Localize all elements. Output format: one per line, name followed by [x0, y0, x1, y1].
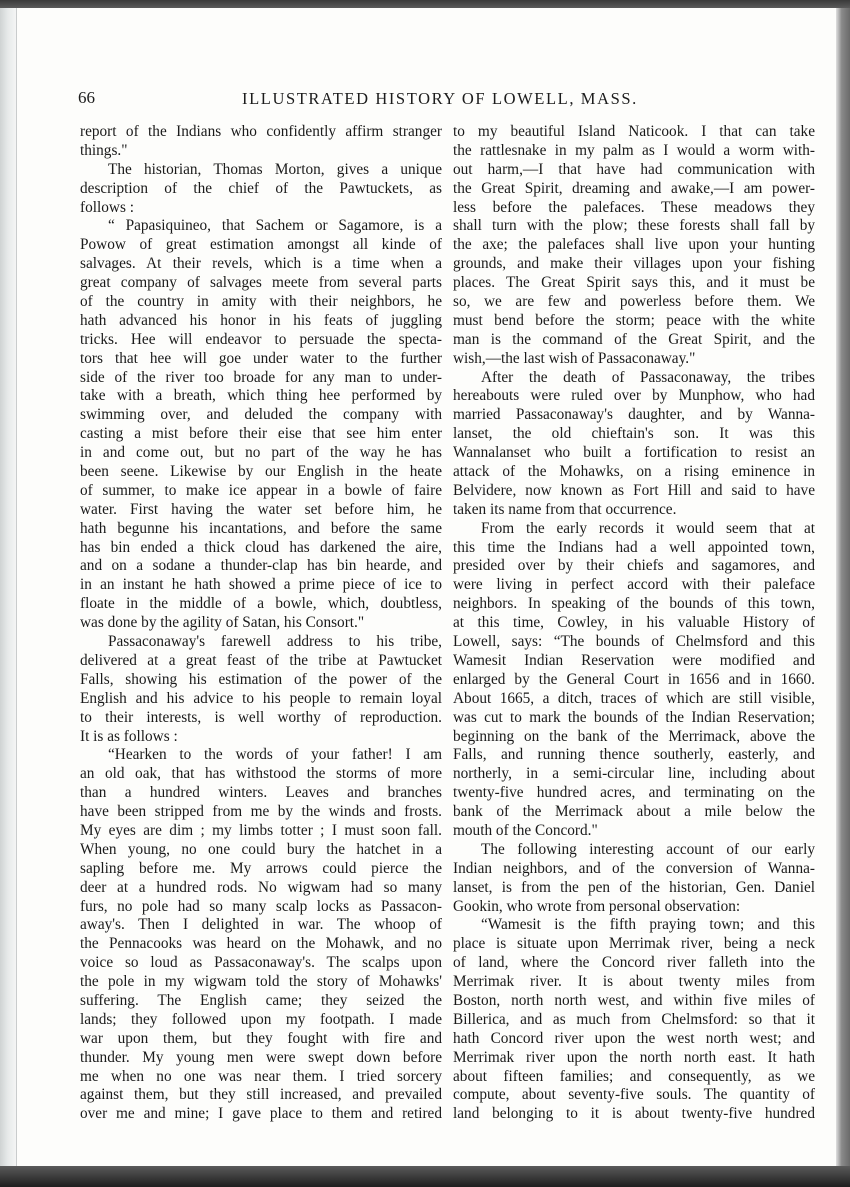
text-line: From the early records it would seem that at: [481, 519, 815, 537]
text-line: Belvidere, now known as Fort Hill and said to have: [453, 481, 815, 499]
text-line: Billerica, and as much from Chelmsford: so that it: [453, 1010, 815, 1028]
text-line: the Pennacooks was heard on the Mohawk, and no: [80, 935, 442, 953]
text-line: side of the river too broade for any man to under-: [80, 368, 442, 386]
text-line: Powow of great estimation amongst all kinde of: [80, 236, 442, 254]
text-line: salvages. At their revels, which is a time when a: [80, 255, 442, 273]
text-line: taken its name from that occurrence.: [453, 500, 677, 518]
text-line: take with a breath, which thing hee performed by: [80, 387, 442, 405]
text-line: lanset, is from the pen of the historian, Gen. Daniel: [453, 878, 815, 896]
text-line: the axe; the palefaces shall live upon your hunting: [453, 236, 815, 254]
text-line: the rattlesnake in my palm as I would a worm with-: [453, 141, 815, 159]
running-header: [78, 88, 656, 110]
text-line: in and come out, but no part of the way he has: [80, 444, 442, 462]
text-line: was cut to mark the bounds of the Indian Reservation;: [453, 708, 815, 726]
text-line: It is as follows :: [80, 727, 178, 745]
text-line: thunder. My young men were swept down before: [80, 1048, 442, 1066]
text-line: About 1665, a ditch, traces of which are still visible,: [453, 689, 815, 707]
text-line: away's. Then I delighted in war. The whoop of: [80, 916, 442, 934]
text-line: attack of the Mohawks, on a rising eminence in: [453, 463, 815, 481]
text-line: Gookin, who wrote from personal observation:: [453, 897, 741, 915]
text-line: lanset, the old chieftain's son. It was this: [453, 425, 815, 443]
text-line: floate in the middle of a bowle, which, doubtless,: [80, 595, 442, 613]
text-line: so, we are few and powerless before them. We: [453, 293, 815, 311]
text-line: was done by the agility of Satan, his Consort.": [80, 614, 365, 632]
text-line: great company of salvages meete from several parts: [80, 274, 442, 292]
text-line: over me and mine; I gave place to them and retired: [80, 1105, 442, 1123]
text-line: hereabouts were ruled over by Munphow, who had: [453, 387, 815, 405]
text-line: to my beautiful Island Naticook. I that can take: [453, 123, 815, 140]
text-line: northerly, in a semi-circular line, including about: [453, 765, 815, 783]
text-line: an old oak, that has withstood the storms of more: [80, 765, 442, 783]
text-line: place is situate upon Merrimak river, being a neck: [453, 935, 815, 953]
text-line: water. First having the water set before him, he: [80, 500, 442, 518]
text-line: less before the palefaces. These meadows they: [453, 198, 815, 216]
text-line: wish,—the last wish of Passaconaway.": [453, 349, 696, 367]
text-line: war upon them, but they fought with fire and: [80, 1029, 442, 1047]
text-line: have been stripped from me by the winds and frosts.: [80, 803, 442, 821]
text-line: Wannalanset who built a fortification to resist an: [453, 444, 815, 462]
text-line: of the country in amity with their neighbors, he: [80, 293, 442, 311]
text-line: were living in perfect accord with their paleface: [453, 576, 815, 594]
text-line: follows :: [80, 198, 134, 216]
text-line: tricks. Hee will endeavor to persuade the specta-: [80, 330, 442, 348]
text-line: out harm,—I that have had communication with: [453, 160, 815, 178]
text-line: The following interesting account of our early: [481, 840, 815, 858]
text-line: than a hundred winters. Leaves and branches: [80, 784, 442, 802]
text-line: to their interests, is well worthy of reproduction.: [80, 708, 442, 726]
text-line: me when no one was near them. I tried sorcery: [80, 1067, 442, 1085]
text-line: mouth of the Concord.": [453, 821, 598, 839]
text-line: voice so loud as Passaconaway's. The scalps upon: [80, 954, 442, 972]
text-line: Passaconaway's farewell address to his tribe,: [108, 633, 442, 651]
text-line: hath begunne his incantations, and before the same: [80, 519, 442, 537]
text-line: Lowell, says: “The bounds of Chelmsford and this: [453, 633, 815, 651]
text-line: at this time, Cowley, in his valuable History of: [453, 614, 815, 632]
text-line: the Great Spirit, dreaming and awake,—I am power-: [453, 179, 815, 197]
text-line: description of the chief of the Pawtuckets, as: [80, 179, 442, 197]
text-line: enlarged by the General Court in 1656 and in 1660.: [453, 670, 815, 688]
text-line: “Hearken to the words of your father! I am: [108, 746, 442, 764]
text-line: neighbors. In speaking of the bounds of this town,: [453, 595, 815, 613]
text-line: places. The Great Spirit says this, and it must be: [453, 274, 815, 292]
text-line: furs, no pole had so many scalp locks as Passacon-: [80, 897, 442, 915]
page-gutter-left: [0, 8, 17, 1168]
text-line: the pole in my wigwam told the story of Mohawks': [80, 973, 442, 991]
text-line: “ Papasiquineo, that Sachem or Sagamore, is a: [108, 217, 442, 235]
text-line: against them, but they still increased, and prevailed: [80, 1086, 442, 1104]
text-line: shall turn with the plow; these forests shall fall by: [453, 217, 815, 235]
text-line: Merrimak river upon the north north east. It hath: [453, 1048, 815, 1066]
text-line: compute, about seventy-five souls. The quantity of: [453, 1086, 815, 1104]
text-line: twenty-five hundred acres, and terminating on the: [453, 784, 815, 802]
text-line: My eyes are dim ; my limbs totter ; I must soon fall.: [80, 821, 442, 839]
running-title: ILLUSTRATED HISTORY OF LOWELL, MASS.: [242, 89, 638, 108]
text-line: swimming over, and deluded the company with: [80, 406, 442, 424]
text-line: Boston, north north west, and within five miles of: [453, 991, 815, 1009]
text-line: sapling before me. My arrows could pierce the: [80, 859, 442, 877]
text-line: “Wamesit is the fifth praying town; and this: [481, 916, 815, 934]
text-line: must bend before the storm; peace with the white: [453, 311, 815, 329]
text-line: deer at a hundred rods. No wigwam had so many: [80, 878, 442, 896]
text-line: hath advanced his honor in his feats of juggling: [80, 311, 442, 329]
text-line: about fifteen families; and consequently, as we: [453, 1067, 815, 1085]
text-line: When young, no one could bury the hatchet in a: [80, 840, 442, 858]
text-line: English and his advice to his people to remain loyal: [80, 689, 442, 707]
text-line: hath Concord river upon the west north west; and: [453, 1029, 815, 1047]
text-line: man is the command of the Great Spirit, and the: [453, 330, 815, 348]
text-line: bank of the Merrimack about a mile below the: [453, 803, 815, 821]
text-line: Indian neighbors, and of the conversion of Wanna-: [453, 859, 815, 877]
text-line: and on a sodane a thunder-clap has bin hearde, and: [80, 557, 442, 575]
text-line: Falls, and running thence southerly, easterly, and: [453, 746, 815, 764]
text-line: casting a mist before their eise that see him enter: [80, 425, 442, 443]
text-line: has bin ended a thick cloud has darkened the aire,: [80, 538, 442, 556]
text-line: things.": [80, 141, 128, 159]
text-line: married Passaconaway's daughter, and by Wanna-: [453, 406, 815, 424]
text-line: beginning on the bank of the Merrimack, above the: [453, 727, 815, 745]
text-line: of land, where the Concord river falleth into the: [453, 954, 815, 972]
text-line: presided over by their chiefs and sagamores, and: [453, 557, 815, 575]
scan-border-bottom: [0, 1166, 850, 1187]
text-line: land belonging to it is about twenty-five hundred: [453, 1105, 815, 1123]
text-line: Wamesit Indian Reservation were modified and: [453, 651, 815, 669]
page-edge-right: [836, 8, 850, 1168]
text-line: in an instant he hath showed a prime piece of ice to: [80, 576, 442, 594]
text-line: grounds, and make their villages upon your fishing: [453, 255, 815, 273]
text-line: been seene. Likewise by our English in the heate: [80, 463, 442, 481]
text-line: Merrimak river. It is about twenty miles from: [453, 973, 815, 991]
text-line: delivered at a great feast of the tribe at Pawtucket: [80, 651, 442, 669]
text-line: this time the Indians had a well appointed town,: [453, 538, 815, 556]
page-number: 66: [78, 88, 95, 107]
text-line: The historian, Thomas Morton, gives a unique: [108, 160, 442, 178]
text-line: After the death of Passaconaway, the tribes: [481, 368, 815, 386]
text-line: report of the Indians who confidently affirm stranger: [80, 123, 442, 140]
text-line: of summer, to make ice appear in a bowle of faire: [80, 481, 442, 499]
text-line: lands; they followed upon my footpath. I made: [80, 1010, 442, 1028]
text-column-left: [80, 123, 442, 1124]
text-column-right: [453, 123, 815, 1124]
text-line: tors that hee will goe under water to the further: [80, 349, 442, 367]
text-line: suffering. The English came; they seized the: [80, 991, 442, 1009]
text-line: Falls, showing his estimation of the power of the: [80, 670, 442, 688]
